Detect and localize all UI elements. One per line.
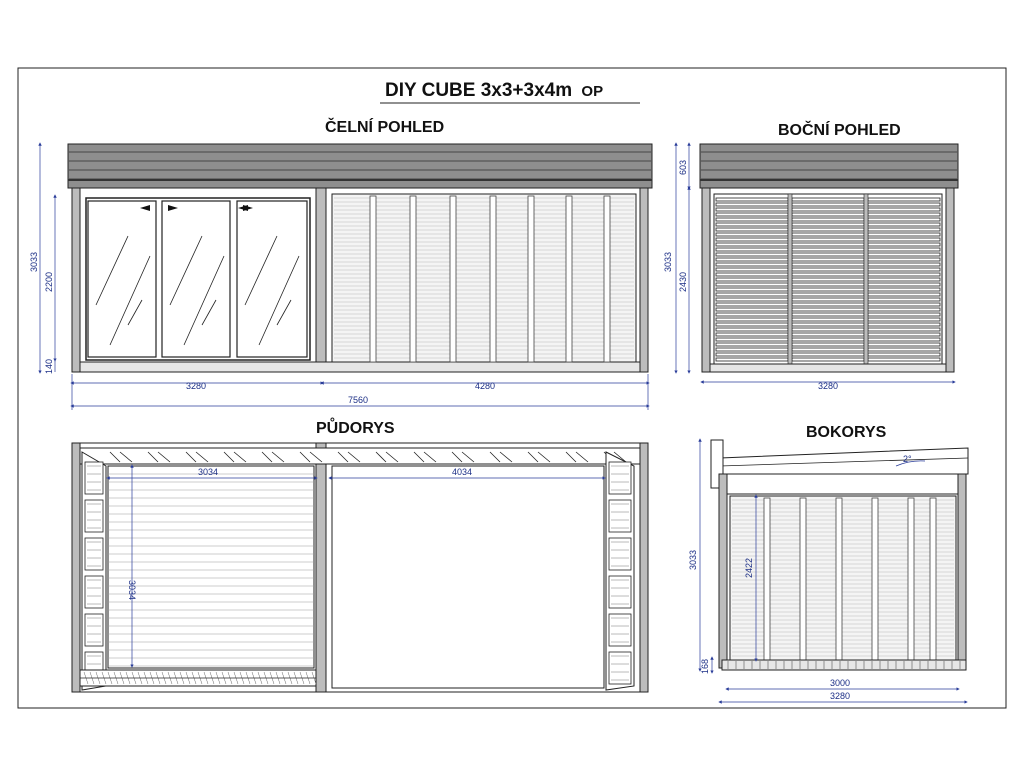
louvre-slat (868, 238, 940, 241)
louvre-slat (792, 283, 864, 286)
louvre-stile (490, 196, 496, 362)
louvre-stile (836, 498, 842, 660)
dim-section-outer-width: 3280 (830, 691, 851, 701)
louvre-slat (716, 203, 788, 206)
louvre-slat (868, 198, 940, 201)
louvre-slat (792, 238, 864, 241)
louvre-stile (450, 196, 456, 362)
louvre-slat (716, 238, 788, 241)
dim-plan-right-width: 4034 (452, 467, 473, 477)
louvre-slat (792, 303, 864, 306)
louvre-slat (716, 353, 788, 356)
louvre-slat (868, 203, 940, 206)
louvre-slat (868, 208, 940, 211)
shutter-panel (85, 576, 103, 608)
louvre-slat (868, 258, 940, 261)
louvre-slat (868, 318, 940, 321)
louvre-slat (792, 328, 864, 331)
dim-section-base: 168 (700, 658, 710, 674)
louvre-stile (930, 498, 936, 660)
plan-post-left (72, 443, 80, 692)
louvre-slat (868, 248, 940, 251)
plan-left-floor (108, 466, 314, 668)
louvre-slat (716, 268, 788, 271)
louvre-slat (792, 293, 864, 296)
louvre-slat (792, 223, 864, 226)
louvre-slat (792, 208, 864, 211)
louvre-slat (716, 313, 788, 316)
louvre-slat (868, 328, 940, 331)
louvre-stile (410, 196, 416, 362)
front-base (80, 362, 640, 372)
louvre-slat (792, 268, 864, 271)
front-post-left (72, 188, 80, 372)
plan-left-shutter (82, 452, 106, 690)
louvre-slat (792, 218, 864, 221)
section-roof (720, 448, 968, 474)
louvre-slat (792, 258, 864, 261)
section-post-right (958, 474, 966, 668)
shutter-panel (85, 500, 103, 532)
side-base (710, 364, 946, 372)
louvre-slat (716, 288, 788, 291)
louvre-slat (868, 288, 940, 291)
louvre-slat (716, 343, 788, 346)
louvre-slat (868, 308, 940, 311)
plan-view (72, 443, 648, 692)
louvre-slat (792, 273, 864, 276)
dim-side-total-height: 3033 (663, 251, 673, 272)
section-base (722, 660, 966, 670)
louvre-stile (566, 196, 572, 362)
dim-front-left-width: 3280 (186, 381, 207, 391)
louvre-slat (792, 298, 864, 301)
shutter-panel (85, 462, 103, 494)
louvre-slat (868, 268, 940, 271)
louvre-slat (868, 278, 940, 281)
louvre-slat (716, 293, 788, 296)
louvre-slat (868, 333, 940, 336)
louvre-slat (716, 303, 788, 306)
louvre-slat (716, 253, 788, 256)
louvre-slat (868, 273, 940, 276)
louvre-slat (792, 308, 864, 311)
louvre-stile (908, 498, 914, 660)
front-view-title: ČELNÍ POHLED (325, 119, 445, 136)
louvre-slat (716, 243, 788, 246)
dim-side-roof: 603 (678, 159, 688, 175)
side-view-title: BOČNÍ POHLED (778, 122, 901, 139)
dim-section-total-height: 3033 (688, 549, 698, 570)
dim-section-inner-height: 2422 (744, 557, 754, 578)
louvre-slat (792, 198, 864, 201)
louvre-slat (716, 263, 788, 266)
shutter-panel (609, 462, 631, 494)
louvre-slat (868, 343, 940, 346)
louvre-slat (716, 278, 788, 281)
louvre-slat (716, 198, 788, 201)
shutter-panel (609, 652, 631, 684)
dim-front-right-width: 4280 (475, 381, 496, 391)
louvre-slat (792, 338, 864, 341)
louvre-slat (792, 348, 864, 351)
louvre-slat (868, 228, 940, 231)
louvre-stile (528, 196, 534, 362)
louvre-slat (868, 313, 940, 316)
glass-panel (237, 201, 307, 357)
front-roof (68, 144, 652, 188)
louvre-slat (716, 338, 788, 341)
louvre-slat (716, 348, 788, 351)
dim-front-total-width: 7560 (348, 395, 369, 405)
dim-side-wall-height: 2430 (678, 271, 688, 292)
louvre-slat (792, 358, 864, 361)
plan-right-shutter (606, 452, 634, 690)
front-view (68, 144, 652, 372)
louvre-slat (868, 293, 940, 296)
louvre-slat (716, 273, 788, 276)
louvre-slat (792, 263, 864, 266)
louvre-stile (604, 196, 610, 362)
louvre-slat (716, 248, 788, 251)
louvre-slat (716, 358, 788, 361)
louvre-slat (716, 208, 788, 211)
louvre-slat (792, 228, 864, 231)
louvre-slat (716, 308, 788, 311)
louvre-slat (792, 318, 864, 321)
front-post-mid (316, 188, 326, 372)
louvre-slat (792, 353, 864, 356)
louvre-slat (868, 323, 940, 326)
shutter-panel (85, 614, 103, 646)
section-view-title: BOKORYS (806, 424, 887, 441)
louvre-stile (800, 498, 806, 660)
section-view (711, 440, 968, 670)
louvre-slat (792, 323, 864, 326)
louvre-slat (868, 303, 940, 306)
plan-post-right (640, 443, 648, 692)
front-post-right (640, 188, 648, 372)
plan-post-mid (316, 443, 326, 692)
louvre-slat (792, 213, 864, 216)
louvre-slat (716, 333, 788, 336)
side-roof (700, 144, 958, 188)
dim-plan-depth: 3034 (127, 580, 137, 601)
louvre-slat (792, 343, 864, 346)
dim-side-width: 3280 (818, 381, 839, 391)
louvre-divider (864, 194, 868, 364)
louvre-slat (868, 298, 940, 301)
louvre-stile (370, 196, 376, 362)
shutter-panel (609, 576, 631, 608)
section-post-left (719, 474, 727, 668)
louvre-slat (716, 318, 788, 321)
side-louvres (716, 194, 940, 364)
side-post-right (946, 188, 954, 372)
louvre-slat (716, 223, 788, 226)
louvre-slat (868, 253, 940, 256)
shutter-panel (609, 500, 631, 532)
louvre-slat (716, 213, 788, 216)
louvre-slat (868, 353, 940, 356)
louvre-slat (868, 358, 940, 361)
plan-view-title: PŮDORYS (316, 420, 395, 437)
louvre-stile (764, 498, 770, 660)
louvre-slat (716, 328, 788, 331)
louvre-slat (868, 213, 940, 216)
louvre-slat (716, 323, 788, 326)
louvre-slat (868, 223, 940, 226)
dim-front-door-height: 2200 (44, 271, 54, 292)
side-post-left (702, 188, 710, 372)
shutter-panel (85, 538, 103, 570)
louvre-slat (792, 243, 864, 246)
dim-plan-left-width: 3034 (198, 467, 219, 477)
dim-front-total-height: 3033 (29, 251, 39, 272)
louvre-divider (788, 194, 792, 364)
louvre-slat (868, 243, 940, 246)
louvre-slat (792, 248, 864, 251)
louvre-slat (716, 298, 788, 301)
louvre-slat (716, 228, 788, 231)
louvre-slat (792, 288, 864, 291)
louvre-slat (868, 338, 940, 341)
louvre-slat (792, 313, 864, 316)
louvre-slat (716, 283, 788, 286)
louvre-slat (716, 233, 788, 236)
louvre-slat (716, 258, 788, 261)
louvre-slat (868, 348, 940, 351)
louvre-slat (868, 263, 940, 266)
louvre-slat (792, 233, 864, 236)
glass-panels (88, 201, 307, 357)
shutter-panel (609, 538, 631, 570)
side-view (700, 144, 958, 372)
dim-section-slope: 2° (903, 454, 912, 464)
drawing-title: DIY CUBE 3x3+3x4m OP (385, 80, 604, 101)
louvre-slat (716, 218, 788, 221)
section-beam (722, 474, 966, 494)
glass-panel (88, 201, 156, 357)
louvre-slat (868, 283, 940, 286)
plan-right-floor (332, 466, 604, 688)
dim-section-inner-width: 3000 (830, 678, 851, 688)
glass-panel (162, 201, 230, 357)
louvre-slat (868, 218, 940, 221)
dim-front-base: 140 (44, 358, 54, 374)
louvre-slat (792, 333, 864, 336)
shutter-panel (609, 614, 631, 646)
louvre-slat (792, 203, 864, 206)
louvre-slat (868, 233, 940, 236)
louvre-stile (872, 498, 878, 660)
louvre-slat (792, 278, 864, 281)
louvre-slat (792, 253, 864, 256)
